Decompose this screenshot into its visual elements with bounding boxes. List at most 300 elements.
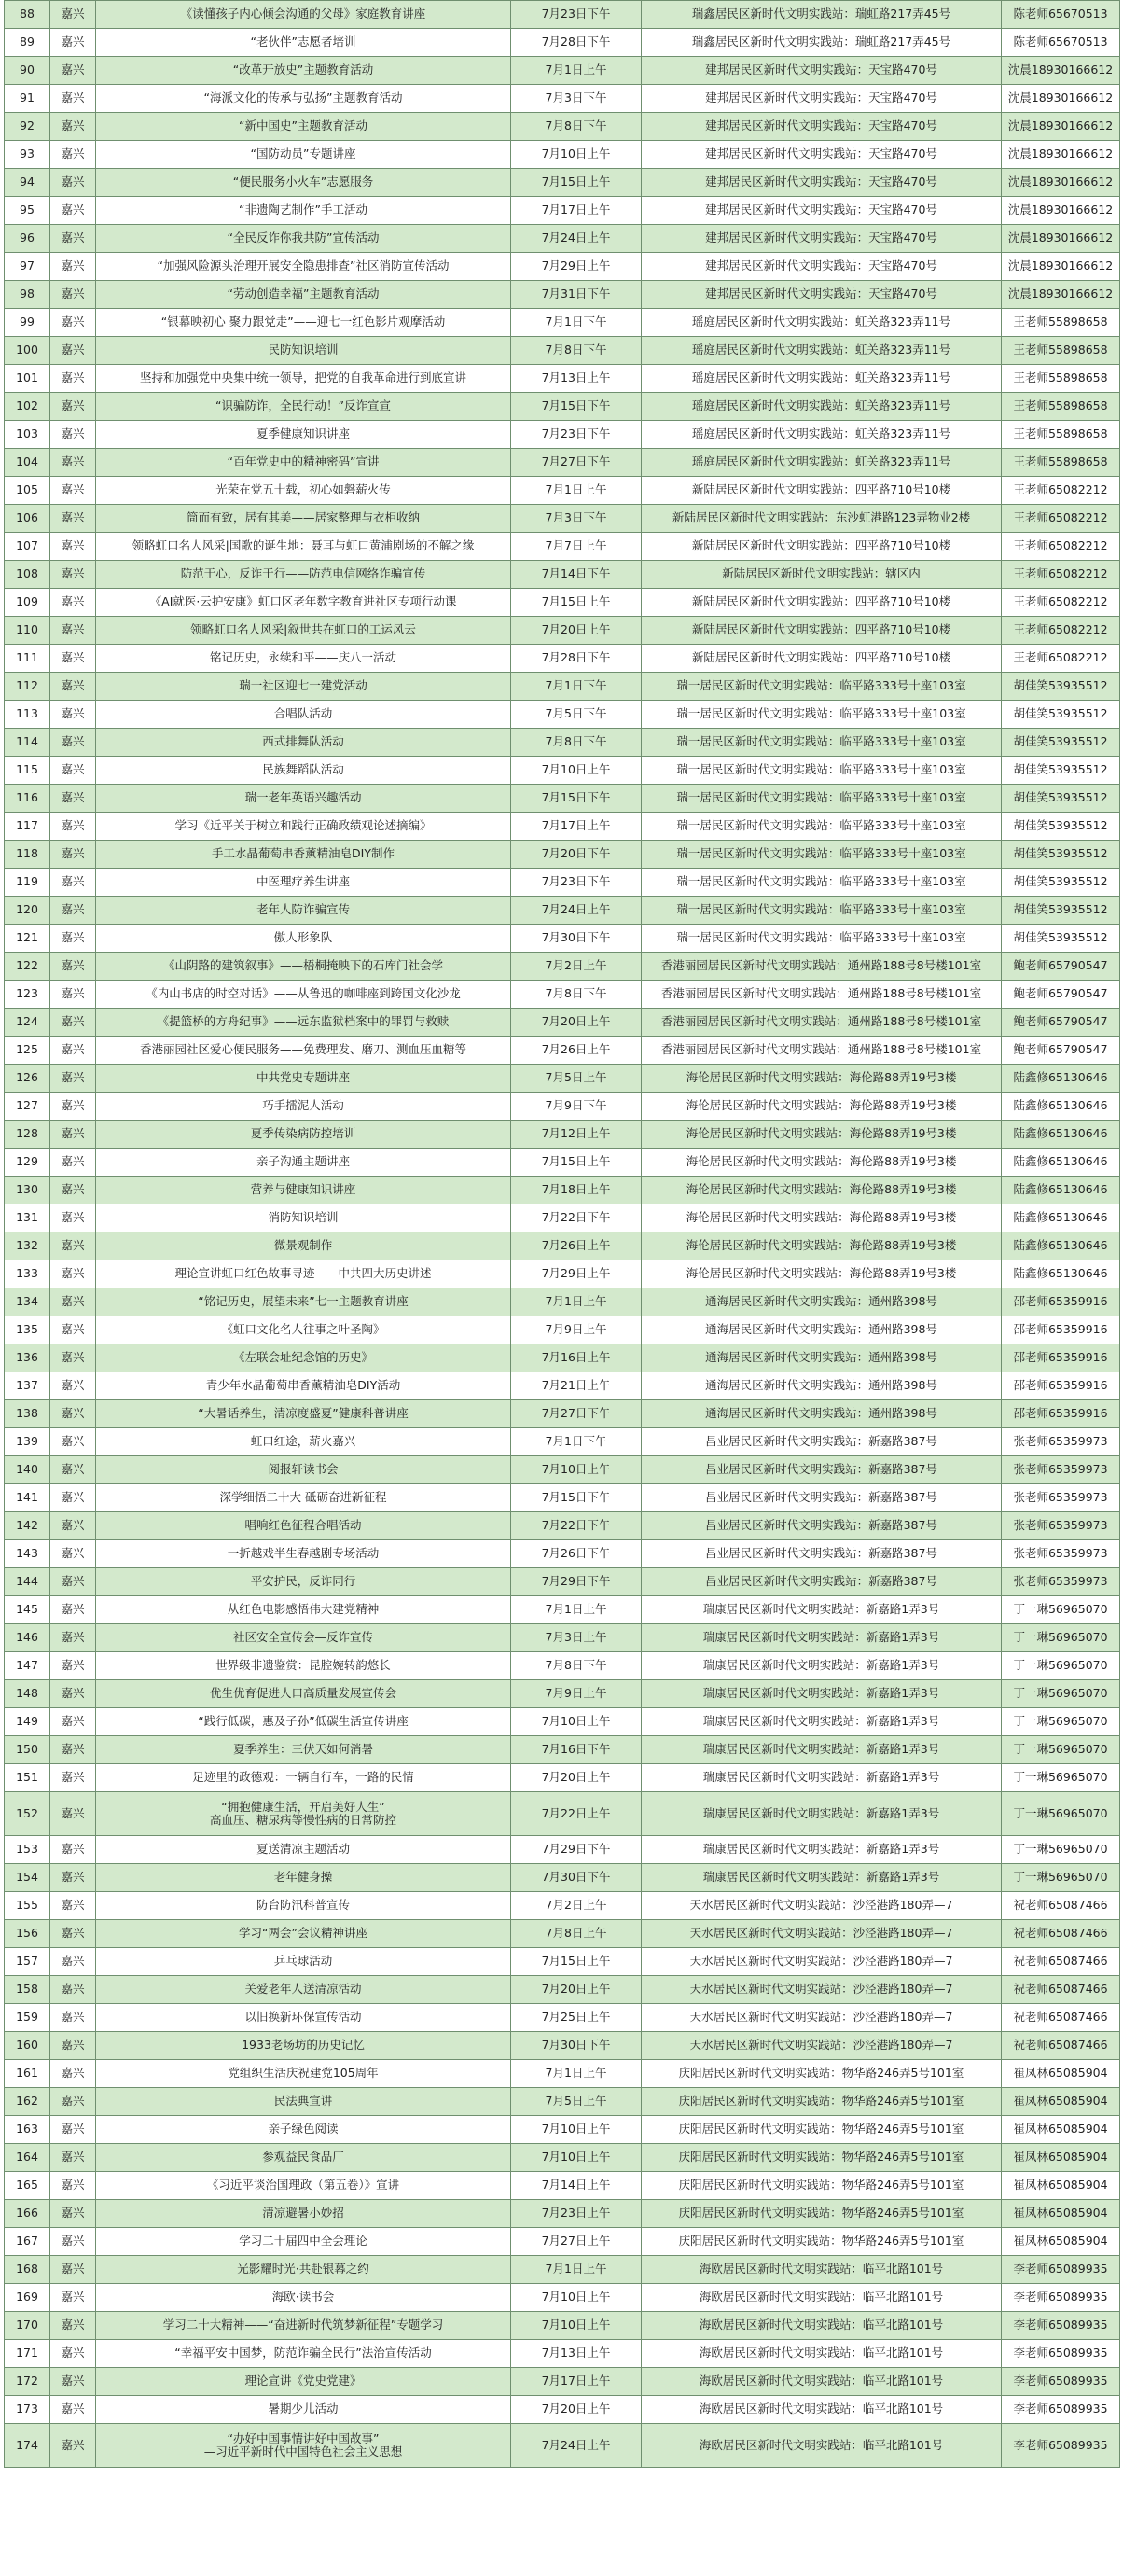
time-cell: 7月7日上午 <box>511 533 642 561</box>
area-cell: 嘉兴 <box>50 1948 96 1976</box>
place-cell: 瑞一居民区新时代文明实践站：临平路333号十座103室 <box>642 701 1002 729</box>
place-cell: 建邦居民区新时代文明实践站：天宝路470号 <box>642 85 1002 113</box>
activity-cell: 西式排舞队活动 <box>96 729 511 757</box>
activity-cell: 优生优育促进人口高质量发展宣传会 <box>96 1680 511 1708</box>
activity-cell: 以旧换新环保宣传活动 <box>96 2004 511 2032</box>
area-cell: 嘉兴 <box>50 1065 96 1093</box>
table-row <box>5 197 1120 225</box>
row-number: 148 <box>5 1680 50 1708</box>
contact-cell: 胡佳笑53935512 <box>1002 785 1120 813</box>
table-row <box>5 1149 1120 1177</box>
contact-cell: 李老师65089935 <box>1002 2312 1120 2340</box>
activity-cell: 乒乓球活动 <box>96 1948 511 1976</box>
row-number: 159 <box>5 2004 50 2032</box>
time-cell: 7月13日上午 <box>511 365 642 393</box>
table-row <box>5 1093 1120 1121</box>
area-cell: 嘉兴 <box>50 2228 96 2256</box>
row-number: 104 <box>5 449 50 477</box>
time-cell: 7月15日下午 <box>511 785 642 813</box>
place-cell: 瑞一居民区新时代文明实践站：临平路333号十座103室 <box>642 897 1002 925</box>
row-number: 169 <box>5 2284 50 2312</box>
area-cell: 嘉兴 <box>50 1177 96 1204</box>
time-cell: 7月26日上午 <box>511 1232 642 1260</box>
contact-cell: 邵老师65359916 <box>1002 1400 1120 1428</box>
contact-cell: 祝老师65087466 <box>1002 2032 1120 2060</box>
row-number: 138 <box>5 1400 50 1428</box>
area-cell: 嘉兴 <box>50 2200 96 2228</box>
contact-cell: 丁一琳56965070 <box>1002 1680 1120 1708</box>
activity-cell: 合唱队活动 <box>96 701 511 729</box>
time-cell: 7月9日上午 <box>511 1680 642 1708</box>
table-row <box>5 2396 1120 2424</box>
table-row <box>5 1764 1120 1792</box>
time-cell: 7月1日下午 <box>511 309 642 337</box>
activity-cell: “改革开放史”主题教育活动 <box>96 57 511 85</box>
time-cell: 7月15日上午 <box>511 589 642 617</box>
time-cell: 7月1日上午 <box>511 57 642 85</box>
place-cell: 海欧居民区新时代文明实践站：临平北路101号 <box>642 2340 1002 2368</box>
table-row <box>5 1400 1120 1428</box>
table-row <box>5 505 1120 533</box>
time-cell: 7月28日下午 <box>511 645 642 673</box>
time-cell: 7月2日上午 <box>511 1892 642 1920</box>
row-number: 103 <box>5 421 50 449</box>
activity-cell: 《山阴路的建筑叙事》——梧桐掩映下的石库门社会学 <box>96 953 511 981</box>
place-cell: 庆阳居民区新时代文明实践站：物华路246弄5号101室 <box>642 2088 1002 2116</box>
contact-cell: 丁一琳56965070 <box>1002 1792 1120 1836</box>
area-cell: 嘉兴 <box>50 253 96 281</box>
table-row <box>5 533 1120 561</box>
row-number: 108 <box>5 561 50 589</box>
time-cell: 7月23日下午 <box>511 1 642 29</box>
row-number: 134 <box>5 1288 50 1316</box>
contact-cell: 鲍老师65790547 <box>1002 1037 1120 1065</box>
activity-cell: 《内山书店的时空对话》——从鲁迅的咖啡座到跨国文化沙龙 <box>96 981 511 1009</box>
place-cell: 海伦居民区新时代文明实践站：海伦路88弄19号3楼 <box>642 1093 1002 1121</box>
place-cell: 海伦居民区新时代文明实践站：海伦路88弄19号3楼 <box>642 1065 1002 1093</box>
activity-cell: 党组织生活庆祝建党105周年 <box>96 2060 511 2088</box>
activity-cell: 民法典宣讲 <box>96 2088 511 2116</box>
table-row <box>5 421 1120 449</box>
contact-cell: 张老师65359973 <box>1002 1512 1120 1540</box>
row-number: 157 <box>5 1948 50 1976</box>
activity-cell: 《虹口文化名人往事之叶圣陶》 <box>96 1316 511 1344</box>
time-cell: 7月9日下午 <box>511 1093 642 1121</box>
place-cell: 天水居民区新时代文明实践站：沙泾港路180弄—7 <box>642 2004 1002 2032</box>
contact-cell: 张老师65359973 <box>1002 1428 1120 1456</box>
table-row <box>5 1 1120 29</box>
place-cell: 瑞一居民区新时代文明实践站：临平路333号十座103室 <box>642 925 1002 953</box>
row-number: 99 <box>5 309 50 337</box>
time-cell: 7月10日上午 <box>511 2312 642 2340</box>
row-number: 114 <box>5 729 50 757</box>
place-cell: 昌业居民区新时代文明实践站：新嘉路387号 <box>642 1428 1002 1456</box>
place-cell: 庆阳居民区新时代文明实践站：物华路246弄5号101室 <box>642 2200 1002 2228</box>
activity-cell: “识骗防诈，全民行动！”反诈宣宣 <box>96 393 511 421</box>
row-number: 167 <box>5 2228 50 2256</box>
area-cell: 嘉兴 <box>50 1976 96 2004</box>
place-cell: 天水居民区新时代文明实践站：沙泾港路180弄—7 <box>642 2032 1002 2060</box>
area-cell: 嘉兴 <box>50 2424 96 2468</box>
area-cell: 嘉兴 <box>50 1232 96 1260</box>
place-cell: 建邦居民区新时代文明实践站：天宝路470号 <box>642 141 1002 169</box>
activity-cell: 光影耀时光·共赴银幕之约 <box>96 2256 511 2284</box>
contact-cell: 王老师65082212 <box>1002 589 1120 617</box>
time-cell: 7月29日下午 <box>511 1568 642 1596</box>
time-cell: 7月24日上午 <box>511 225 642 253</box>
contact-cell: 祝老师65087466 <box>1002 2004 1120 2032</box>
contact-cell: 张老师65359973 <box>1002 1540 1120 1568</box>
time-cell: 7月1日上午 <box>511 477 642 505</box>
table-row <box>5 393 1120 421</box>
place-cell: 昌业居民区新时代文明实践站：新嘉路387号 <box>642 1512 1002 1540</box>
place-cell: 昌业居民区新时代文明实践站：新嘉路387号 <box>642 1484 1002 1512</box>
table-row <box>5 2032 1120 2060</box>
place-cell: 海欧居民区新时代文明实践站：临平北路101号 <box>642 2256 1002 2284</box>
area-cell: 嘉兴 <box>50 1864 96 1892</box>
time-cell: 7月1日上午 <box>511 2256 642 2284</box>
activity-cell: 理论宣讲《党史党建》 <box>96 2368 511 2396</box>
area-cell: 嘉兴 <box>50 925 96 953</box>
time-cell: 7月20日上午 <box>511 1009 642 1037</box>
place-cell: 建邦居民区新时代文明实践站：天宝路470号 <box>642 281 1002 309</box>
place-cell: 瑞一居民区新时代文明实践站：临平路333号十座103室 <box>642 785 1002 813</box>
area-cell: 嘉兴 <box>50 1428 96 1456</box>
area-cell: 嘉兴 <box>50 869 96 897</box>
time-cell: 7月23日下午 <box>511 869 642 897</box>
row-number: 110 <box>5 617 50 645</box>
contact-cell: 胡佳笑53935512 <box>1002 841 1120 869</box>
time-cell: 7月8日下午 <box>511 981 642 1009</box>
area-cell: 嘉兴 <box>50 2368 96 2396</box>
place-cell: 海伦居民区新时代文明实践站：海伦路88弄19号3楼 <box>642 1149 1002 1177</box>
activity-cell: “铭记历史，展望未来”七一主题教育讲座 <box>96 1288 511 1316</box>
contact-cell: 沈晨18930166612 <box>1002 197 1120 225</box>
activity-cell: “劳动创造幸福”主题教育活动 <box>96 281 511 309</box>
time-cell: 7月22日下午 <box>511 1204 642 1232</box>
time-cell: 7月10日上午 <box>511 2116 642 2144</box>
activity-cell: “百年党史中的精神密码”宣讲 <box>96 449 511 477</box>
table-row <box>5 1316 1120 1344</box>
place-cell: 昌业居民区新时代文明实践站：新嘉路387号 <box>642 1540 1002 1568</box>
contact-cell: 崔凤林65085904 <box>1002 2144 1120 2172</box>
row-number: 111 <box>5 645 50 673</box>
area-cell: 嘉兴 <box>50 1 96 29</box>
place-cell: 瑞康居民区新时代文明实践站：新嘉路1弄3号 <box>642 1708 1002 1736</box>
area-cell: 嘉兴 <box>50 2312 96 2340</box>
table-row <box>5 2368 1120 2396</box>
row-number: 156 <box>5 1920 50 1948</box>
place-cell: 海伦居民区新时代文明实践站：海伦路88弄19号3楼 <box>642 1232 1002 1260</box>
place-cell: 通海居民区新时代文明实践站：通州路398号 <box>642 1288 1002 1316</box>
time-cell: 7月15日上午 <box>511 1948 642 1976</box>
contact-cell: 王老师65082212 <box>1002 505 1120 533</box>
time-cell: 7月20日上午 <box>511 1976 642 2004</box>
table-row <box>5 2144 1120 2172</box>
table-row <box>5 617 1120 645</box>
activity-cell: 亲子沟通主题讲座 <box>96 1149 511 1177</box>
table-row <box>5 1260 1120 1288</box>
place-cell: 瑶庭居民区新时代文明实践站：虹关路323弄11号 <box>642 449 1002 477</box>
activity-cell: 光荣在党五十载，初心如磐薪火传 <box>96 477 511 505</box>
table-row <box>5 2200 1120 2228</box>
time-cell: 7月10日上午 <box>511 757 642 785</box>
activity-cell: “加强风险源头治理开展安全隐患排查”社区消防宣传活动 <box>96 253 511 281</box>
place-cell: 新陆居民区新时代文明实践站：四平路710号10楼 <box>642 645 1002 673</box>
area-cell: 嘉兴 <box>50 841 96 869</box>
area-cell: 嘉兴 <box>50 1892 96 1920</box>
table-row <box>5 1456 1120 1484</box>
area-cell: 嘉兴 <box>50 2172 96 2200</box>
place-cell: 海欧居民区新时代文明实践站：临平北路101号 <box>642 2424 1002 2468</box>
table-row <box>5 1948 1120 1976</box>
place-cell: 新陆居民区新时代文明实践站：四平路710号10楼 <box>642 589 1002 617</box>
contact-cell: 胡佳笑53935512 <box>1002 869 1120 897</box>
activity-cell: 足迹里的政德观：一辆自行车，一路的民情 <box>96 1764 511 1792</box>
place-cell: 建邦居民区新时代文明实践站：天宝路470号 <box>642 57 1002 85</box>
activity-cell: 《习近平谈治国理政（第五卷）》宣讲 <box>96 2172 511 2200</box>
activity-cell: 中共党史专题讲座 <box>96 1065 511 1093</box>
area-cell: 嘉兴 <box>50 1568 96 1596</box>
table-row <box>5 785 1120 813</box>
row-number: 106 <box>5 505 50 533</box>
table-row <box>5 1232 1120 1260</box>
place-cell: 庆阳居民区新时代文明实践站：物华路246弄5号101室 <box>642 2228 1002 2256</box>
area-cell: 嘉兴 <box>50 589 96 617</box>
contact-cell: 丁一琳56965070 <box>1002 1864 1120 1892</box>
place-cell: 海伦居民区新时代文明实践站：海伦路88弄19号3楼 <box>642 1177 1002 1204</box>
row-number: 101 <box>5 365 50 393</box>
place-cell: 建邦居民区新时代文明实践站：天宝路470号 <box>642 253 1002 281</box>
activity-cell: 暑期少儿活动 <box>96 2396 511 2424</box>
row-number: 165 <box>5 2172 50 2200</box>
row-number: 171 <box>5 2340 50 2368</box>
time-cell: 7月15日下午 <box>511 1484 642 1512</box>
place-cell: 瑞康居民区新时代文明实践站：新嘉路1弄3号 <box>642 1596 1002 1624</box>
table-row <box>5 113 1120 141</box>
contact-cell: 鲍老师65790547 <box>1002 953 1120 981</box>
time-cell: 7月30日下午 <box>511 2032 642 2060</box>
row-number: 91 <box>5 85 50 113</box>
activity-cell: “银幕映初心 聚力跟党走”——迎七一红色影片观摩活动 <box>96 309 511 337</box>
place-cell: 建邦居民区新时代文明实践站：天宝路470号 <box>642 225 1002 253</box>
place-cell: 瑞康居民区新时代文明实践站：新嘉路1弄3号 <box>642 1736 1002 1764</box>
area-cell: 嘉兴 <box>50 281 96 309</box>
row-number: 126 <box>5 1065 50 1093</box>
contact-cell: 王老师65082212 <box>1002 617 1120 645</box>
area-cell: 嘉兴 <box>50 1624 96 1652</box>
area-cell: 嘉兴 <box>50 1400 96 1428</box>
place-cell: 建邦居民区新时代文明实践站：天宝路470号 <box>642 169 1002 197</box>
area-cell: 嘉兴 <box>50 2340 96 2368</box>
area-cell: 嘉兴 <box>50 1372 96 1400</box>
place-cell: 瑞一居民区新时代文明实践站：临平路333号十座103室 <box>642 729 1002 757</box>
place-cell: 瑞康居民区新时代文明实践站：新嘉路1弄3号 <box>642 1864 1002 1892</box>
table-row <box>5 1484 1120 1512</box>
row-number: 88 <box>5 1 50 29</box>
place-cell: 瑞鑫居民区新时代文明实践站：瑞虹路217弄45号 <box>642 1 1002 29</box>
contact-cell: 沈晨18930166612 <box>1002 57 1120 85</box>
time-cell: 7月24日上午 <box>511 897 642 925</box>
activity-cell: 1933老场坊的历史记忆 <box>96 2032 511 2060</box>
area-cell: 嘉兴 <box>50 673 96 701</box>
table-row <box>5 2312 1120 2340</box>
time-cell: 7月9日上午 <box>511 1316 642 1344</box>
activity-cell: 瑞一老年英语兴趣活动 <box>96 785 511 813</box>
time-cell: 7月24日上午 <box>511 2424 642 2468</box>
area-cell: 嘉兴 <box>50 561 96 589</box>
time-cell: 7月18日上午 <box>511 1177 642 1204</box>
place-cell: 建邦居民区新时代文明实践站：天宝路470号 <box>642 113 1002 141</box>
contact-cell: 李老师65089935 <box>1002 2256 1120 2284</box>
activity-cell: 夏季养生：三伏天如何消暑 <box>96 1736 511 1764</box>
activity-cell: 消防知识培训 <box>96 1204 511 1232</box>
schedule-rows <box>5 1 1120 2468</box>
row-number: 153 <box>5 1836 50 1864</box>
time-cell: 7月14日上午 <box>511 2172 642 2200</box>
time-cell: 7月29日下午 <box>511 1836 642 1864</box>
activity-cell: 防台防汛科普宣传 <box>96 1892 511 1920</box>
time-cell: 7月31日下午 <box>511 281 642 309</box>
row-number: 109 <box>5 589 50 617</box>
contact-cell: 王老师65082212 <box>1002 645 1120 673</box>
table-row <box>5 1372 1120 1400</box>
time-cell: 7月10日上午 <box>511 2284 642 2312</box>
area-cell: 嘉兴 <box>50 1037 96 1065</box>
contact-cell: 鲍老师65790547 <box>1002 981 1120 1009</box>
row-number: 152 <box>5 1792 50 1836</box>
activity-line: “拥抱健康生活，开启美好人生” <box>221 1799 385 1814</box>
activity-cell: “老伙伴”志愿者培训 <box>96 29 511 57</box>
table-row <box>5 2004 1120 2032</box>
place-cell: 海欧居民区新时代文明实践站：临平北路101号 <box>642 2312 1002 2340</box>
time-cell: 7月23日下午 <box>511 421 642 449</box>
activity-cell: 虹口红途，薪火嘉兴 <box>96 1428 511 1456</box>
area-cell: 嘉兴 <box>50 1093 96 1121</box>
time-cell: 7月8日下午 <box>511 729 642 757</box>
time-cell: 7月17日上午 <box>511 197 642 225</box>
table-row <box>5 365 1120 393</box>
activity-cell: 领略虹口名人风采|国歌的诞生地：聂耳与虹口黄浦剧场的不解之缘 <box>96 533 511 561</box>
place-cell: 天水居民区新时代文明实践站：沙泾港路180弄—7 <box>642 1892 1002 1920</box>
contact-cell: 陆鑫修65130646 <box>1002 1204 1120 1232</box>
row-number: 98 <box>5 281 50 309</box>
activity-cell <box>96 1792 511 1836</box>
area-cell: 嘉兴 <box>50 1736 96 1764</box>
area-cell: 嘉兴 <box>50 449 96 477</box>
table-row <box>5 2172 1120 2200</box>
area-cell: 嘉兴 <box>50 1652 96 1680</box>
table-row <box>5 2256 1120 2284</box>
contact-cell: 祝老师65087466 <box>1002 1920 1120 1948</box>
area-cell: 嘉兴 <box>50 477 96 505</box>
area-cell: 嘉兴 <box>50 225 96 253</box>
time-cell: 7月3日上午 <box>511 1624 642 1652</box>
time-cell: 7月16日上午 <box>511 1344 642 1372</box>
row-number: 158 <box>5 1976 50 2004</box>
activity-cell: 从红色电影感悟伟大建党精神 <box>96 1596 511 1624</box>
table-row <box>5 57 1120 85</box>
activity-cell: 坚持和加强党中央集中统一领导，把党的自我革命进行到底宣讲 <box>96 365 511 393</box>
table-row <box>5 1836 1120 1864</box>
place-cell: 天水居民区新时代文明实践站：沙泾港路180弄—7 <box>642 1976 1002 2004</box>
place-cell: 庆阳居民区新时代文明实践站：物华路246弄5号101室 <box>642 2172 1002 2200</box>
contact-cell: 邵老师65359916 <box>1002 1288 1120 1316</box>
area-cell: 嘉兴 <box>50 113 96 141</box>
activity-cell: 世界级非遗鉴赏：昆腔婉转韵悠长 <box>96 1652 511 1680</box>
row-number: 116 <box>5 785 50 813</box>
time-cell: 7月1日上午 <box>511 1288 642 1316</box>
place-cell: 香港丽园居民区新时代文明实践站：通州路188号8号楼101室 <box>642 953 1002 981</box>
activity-cell: 一折越戏半生春越剧专场活动 <box>96 1540 511 1568</box>
area-cell: 嘉兴 <box>50 757 96 785</box>
area-cell: 嘉兴 <box>50 2088 96 2116</box>
place-cell: 瑞康居民区新时代文明实践站：新嘉路1弄3号 <box>642 1792 1002 1836</box>
row-number: 164 <box>5 2144 50 2172</box>
time-cell: 7月20日上午 <box>511 2396 642 2424</box>
time-cell: 7月12日上午 <box>511 1121 642 1149</box>
area-cell: 嘉兴 <box>50 141 96 169</box>
table-row <box>5 1708 1120 1736</box>
contact-cell: 王老师55898658 <box>1002 365 1120 393</box>
place-cell: 庆阳居民区新时代文明实践站：物华路246弄5号101室 <box>642 2060 1002 2088</box>
table-row <box>5 1540 1120 1568</box>
contact-cell: 丁一琳56965070 <box>1002 1764 1120 1792</box>
row-number: 141 <box>5 1484 50 1512</box>
place-cell: 新陆居民区新时代文明实践站：东沙虹港路123弄物业2楼 <box>642 505 1002 533</box>
area-cell: 嘉兴 <box>50 2256 96 2284</box>
area-cell: 嘉兴 <box>50 2116 96 2144</box>
place-cell: 香港丽园居民区新时代文明实践站：通州路188号8号楼101室 <box>642 1037 1002 1065</box>
row-number: 136 <box>5 1344 50 1372</box>
place-cell: 海伦居民区新时代文明实践站：海伦路88弄19号3楼 <box>642 1204 1002 1232</box>
contact-cell: 王老师55898658 <box>1002 421 1120 449</box>
row-number: 161 <box>5 2060 50 2088</box>
area-cell: 嘉兴 <box>50 533 96 561</box>
time-cell: 7月17日上午 <box>511 813 642 841</box>
row-number: 168 <box>5 2256 50 2284</box>
table-row <box>5 1177 1120 1204</box>
contact-cell: 王老师65082212 <box>1002 477 1120 505</box>
row-number: 112 <box>5 673 50 701</box>
activity-cell: “幸福平安中国梦，防范诈骗全民行”法治宣传活动 <box>96 2340 511 2368</box>
activity-cell: 老年健身操 <box>96 1864 511 1892</box>
time-cell: 7月8日上午 <box>511 1920 642 1948</box>
row-number: 107 <box>5 533 50 561</box>
row-number: 95 <box>5 197 50 225</box>
table-row <box>5 1624 1120 1652</box>
table-row <box>5 309 1120 337</box>
table-row <box>5 701 1120 729</box>
time-cell: 7月20日下午 <box>511 841 642 869</box>
table-row <box>5 757 1120 785</box>
table-row <box>5 981 1120 1009</box>
table-row <box>5 841 1120 869</box>
time-cell: 7月10日上午 <box>511 141 642 169</box>
activity-cell: “新中国史”主题教育活动 <box>96 113 511 141</box>
activity-cell: “国防动员”专题讲座 <box>96 141 511 169</box>
contact-cell: 王老师65082212 <box>1002 533 1120 561</box>
area-cell: 嘉兴 <box>50 1009 96 1037</box>
activity-cell: 平安护民，反诈同行 <box>96 1568 511 1596</box>
row-number: 146 <box>5 1624 50 1652</box>
row-number: 145 <box>5 1596 50 1624</box>
table-row <box>5 169 1120 197</box>
row-number: 100 <box>5 337 50 365</box>
time-cell: 7月30日下午 <box>511 1864 642 1892</box>
activity-cell: 《读懂孩子内心倾会沟通的父母》家庭教育讲座 <box>96 1 511 29</box>
row-number: 154 <box>5 1864 50 1892</box>
